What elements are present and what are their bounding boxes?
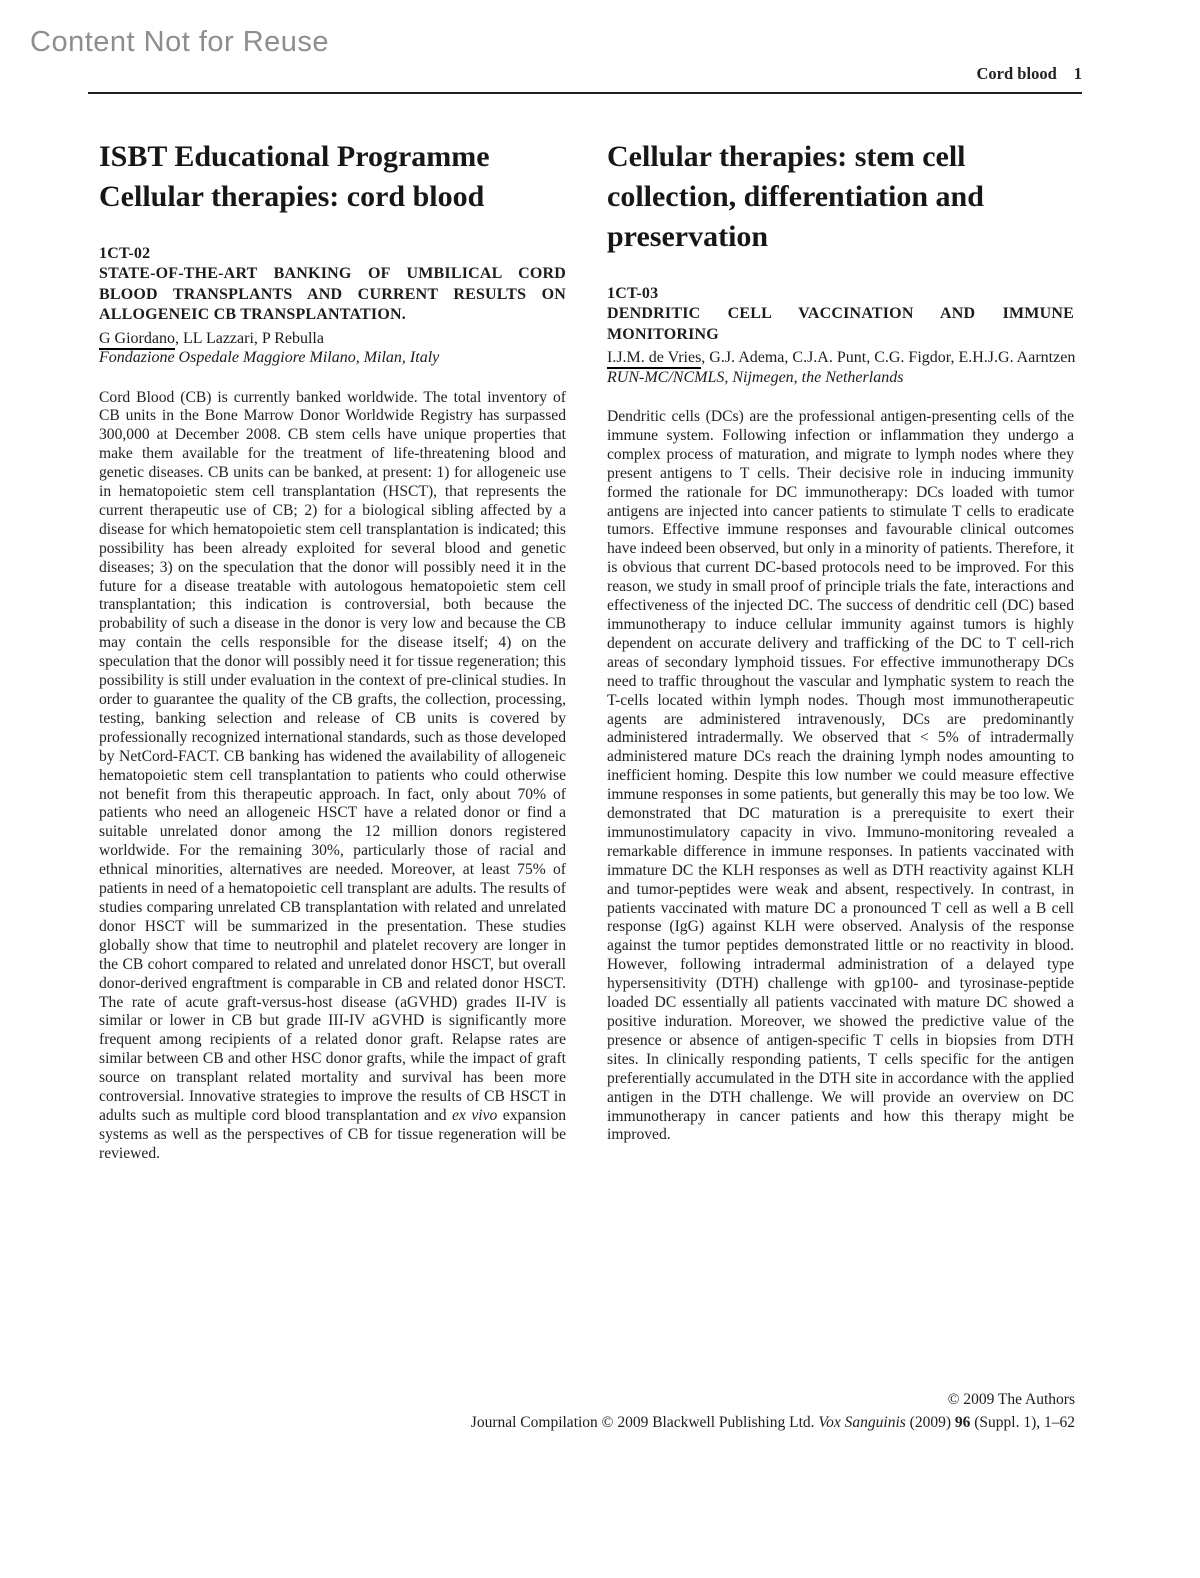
two-column-body (99, 137, 1074, 1164)
header-rule (88, 92, 1082, 94)
copyright-line: © 2009 The Authors (947, 1391, 1075, 1408)
abstract-body-1ct02 (99, 389, 566, 1164)
compilation-prefix: Journal Compilation © 2009 Blackwell Publishing Ltd. (470, 1414, 819, 1431)
abstract-title-1ct03: DENDRITIC CELL VACCINATION AND IMMUNE MONITORING (607, 305, 1074, 343)
abstract-code-1ct03: 1CT-03 (607, 285, 659, 302)
presenting-author-underlined: I.J.M. de Vries (607, 349, 701, 369)
presenting-author-underlined: G Giordano (99, 330, 175, 350)
volume-number: 96 (954, 1414, 971, 1431)
right-section-title (607, 137, 1074, 257)
right-section-title-line3: preservation (607, 220, 769, 253)
coauthors: , LL Lazzari, P Rebulla (174, 329, 324, 347)
abstract-affiliation-1ct02: Fondazione Ospedale Maggiore Milano, Milan, Italy (99, 349, 440, 366)
abstract-authors-1ct02 (99, 329, 566, 349)
abstract-body-1ct03: Dendritic cells (DCs) are the professional antigen-presenting cells of the immune system. Following infection or inflammation they undergo a complex process of maturation, and migrate to lymph nodes where they present antigens to T cells. Their decisive role in inducing immunity formed the rationale for DC immunotherapy: DCs loaded with tumor antigens are injected into cancer patients to stimulate T cells to eradicate tumors. Effective immune responses and favourable clinical outcomes have indeed been observed, but only in a minority of patients. Therefore, it is obvious that current DC-based protocols need to be improved. For this reason, we study in small proof of principle trials the fate, interactions and effectiveness of the injected DC. The success of dendritic cell (DC) based immunotherapy to induce cellular immunity against tumors is highly dependent on accurate delivery and trafficking of the DC to T cell-rich areas of secondary lymphoid tissues. For effective immunotherapy DCs need to traffic throughout the vascular and lymphatic system to reach the T-cells located within lymph nodes. Though most immunotherapeutic agents are administered intravenously, DCs are predominantly administered intradermally. We observed that < 5% of intradermally administered mature DCs reach the draining lymph nodes amounting to inefficient homing. Despite this low number we could measure effective immune responses in some patients, but generally this may be too low. We demonstrated that DC maturation is a prerequisite to exert their immunostimulatory capacity in vivo. Immuno-monitoring revealed a remarkable difference in immune responses. In patients vaccinated with immature DC the KLH responses as well as DTH reactivity against KLH and tumor-peptides were weak and absent, respectively. In contrast, in patients vaccinated with mature DC a pronounced T cell as well a B cell response (IgG) against KLH were observed. Analysis of the response against the tumor peptides demonstrated little or no reactivity in blood. However, following intradermal administration of a delayed type hypersensitivity (DTH) challenge with gp100- and tyrosinase-peptide loaded DC essentially all patients vaccinated with mature DC showed a positive induration. Moreover, we showed the predictive value of the presence or absence of antigen-specific T cells in biopsies from DTH sites. In clinically responding patients, T cells specific for the antigen preferentially accumulated in the DTH site in accordance with the applied antigen in the DTH challenge. We will provide an overview on DC immunotherapy in cancer patients and how this therapy might be improved. (607, 408, 1074, 1144)
page-number: 1 (1073, 64, 1082, 83)
left-section-title (99, 137, 566, 217)
left-section-title-line2: Cellular therapies: cord blood (99, 180, 485, 213)
left-column (99, 137, 566, 1164)
compilation-suffix: (Suppl. 1), 1–62 (970, 1414, 1075, 1431)
abstract-body-text-part1: Cord Blood (CB) is currently banked worldwide. The total inventory of CB units in the Bone Marrow Donor Worldwide Registry has surpassed 300,000 at December 2008. CB stem cells have unique properties that make them available for the treatment of life-threatening blood and genetic diseases. CB units can be banked, at present: 1) for allogeneic use in hematopoietic stem cell transplantation (HSCT), that represents the current therapeutic use of CB; 2) for a biological sibling affected by a disease for which hematopoietic stem cell transplantation is indicated; this possibility has been already exploited for several blood and genetic diseases; 3) on the speculation that the donor will possibly need it in the future for a disease treatable with autologous hematopoietic stem cell transplantation; this indication is controversial, both because the probability of such a disease in the donor is very low and because the CB may contain the cells responsible for the disease itself; 4) on the speculation that the donor will possibly need it for tissue regeneration; this possibility is still under evaluation in the context of pre-clinical studies. In order to guarantee the quality of the CB grafts, the collection, processing, testing, banking selection and release of CB units is covered by professionally recognized international standards, such as those developed by NetCord-FACT. CB banking has widened the availability of allogeneic hematopoietic stem cell transplantation to patients who could otherwise not benefit from this therapeutic approach. In fact, only about 70% of patients who need an allogeneic HSCT have a related donor or find a suitable unrelated donor among the 12 million donors registered worldwide. For the remaining 30%, particularly those of racial and ethnical minorities, alternatives are needed. Moreover, at least 75% of patients in need of a hematopoietic cell transplant are adults. The results of studies comparing unrelated CB transplantation with related and unrelated donor HSCT will be summarized in the presentation. These studies globally show that time to neutrophil and platelet recovery are longer in the CB cohort compared to related and unrelated donor HSCT, but overall donor-derived engraftment is comparable in CB and related donor HSCT. The rate of acute graft-versus-host disease (aGVHD) grades II-IV is similar or lower in CB but grade III-IV aGVHD is significantly more frequent among recipients of a related donor graft. Relapse rates are similar between CB and other HSC donor grafts, while the impact of graft source on transplant related mortality and survival has been more controversial. Innovative strategies to improve the results of CB HSCT in adults such as multiple cord blood transplantation and (99, 388, 566, 1124)
abstract-code-1ct02: 1CT-02 (99, 245, 151, 262)
right-column (607, 137, 1074, 1164)
watermark-text: Content Not for Reuse (30, 26, 330, 58)
abstract-authors-1ct03 (607, 348, 1074, 368)
abstract-affiliation-1ct03: RUN-MC/NCMLS, Nijmegen, the Netherlands (607, 368, 904, 386)
compilation-mid: (2009) (905, 1414, 955, 1431)
right-section-title-line2: collection, differentiation and (607, 180, 984, 213)
right-section-title-line1: Cellular therapies: stem cell (607, 140, 966, 173)
running-head-section: Cord blood (976, 64, 1057, 83)
left-section-title-line1: ISBT Educational Programme (99, 140, 490, 173)
page-footer (471, 1388, 1075, 1434)
page-header (977, 64, 1082, 84)
coauthors: , G.J. Adema, C.J.A. Punt, C.G. Figdor, E.H.J.G. Aarntzen (701, 349, 1076, 366)
abstract-body-italic-phrase: ex vivo (452, 1106, 498, 1124)
abstract-title-1ct02: STATE-OF-THE-ART BANKING OF UMBILICAL CORD BLOOD TRANSPLANTS AND CURRENT RESULTS ON ALLOGENEIC CB TRANSPLANTATION. (99, 265, 566, 323)
journal-compilation-line (471, 1411, 1075, 1434)
journal-name: Vox Sanguinis (818, 1414, 906, 1431)
abstract-body-text-part2: expansion systems as well as the perspectives of CB for tissue regeneration will be reviewed. (99, 1106, 566, 1162)
